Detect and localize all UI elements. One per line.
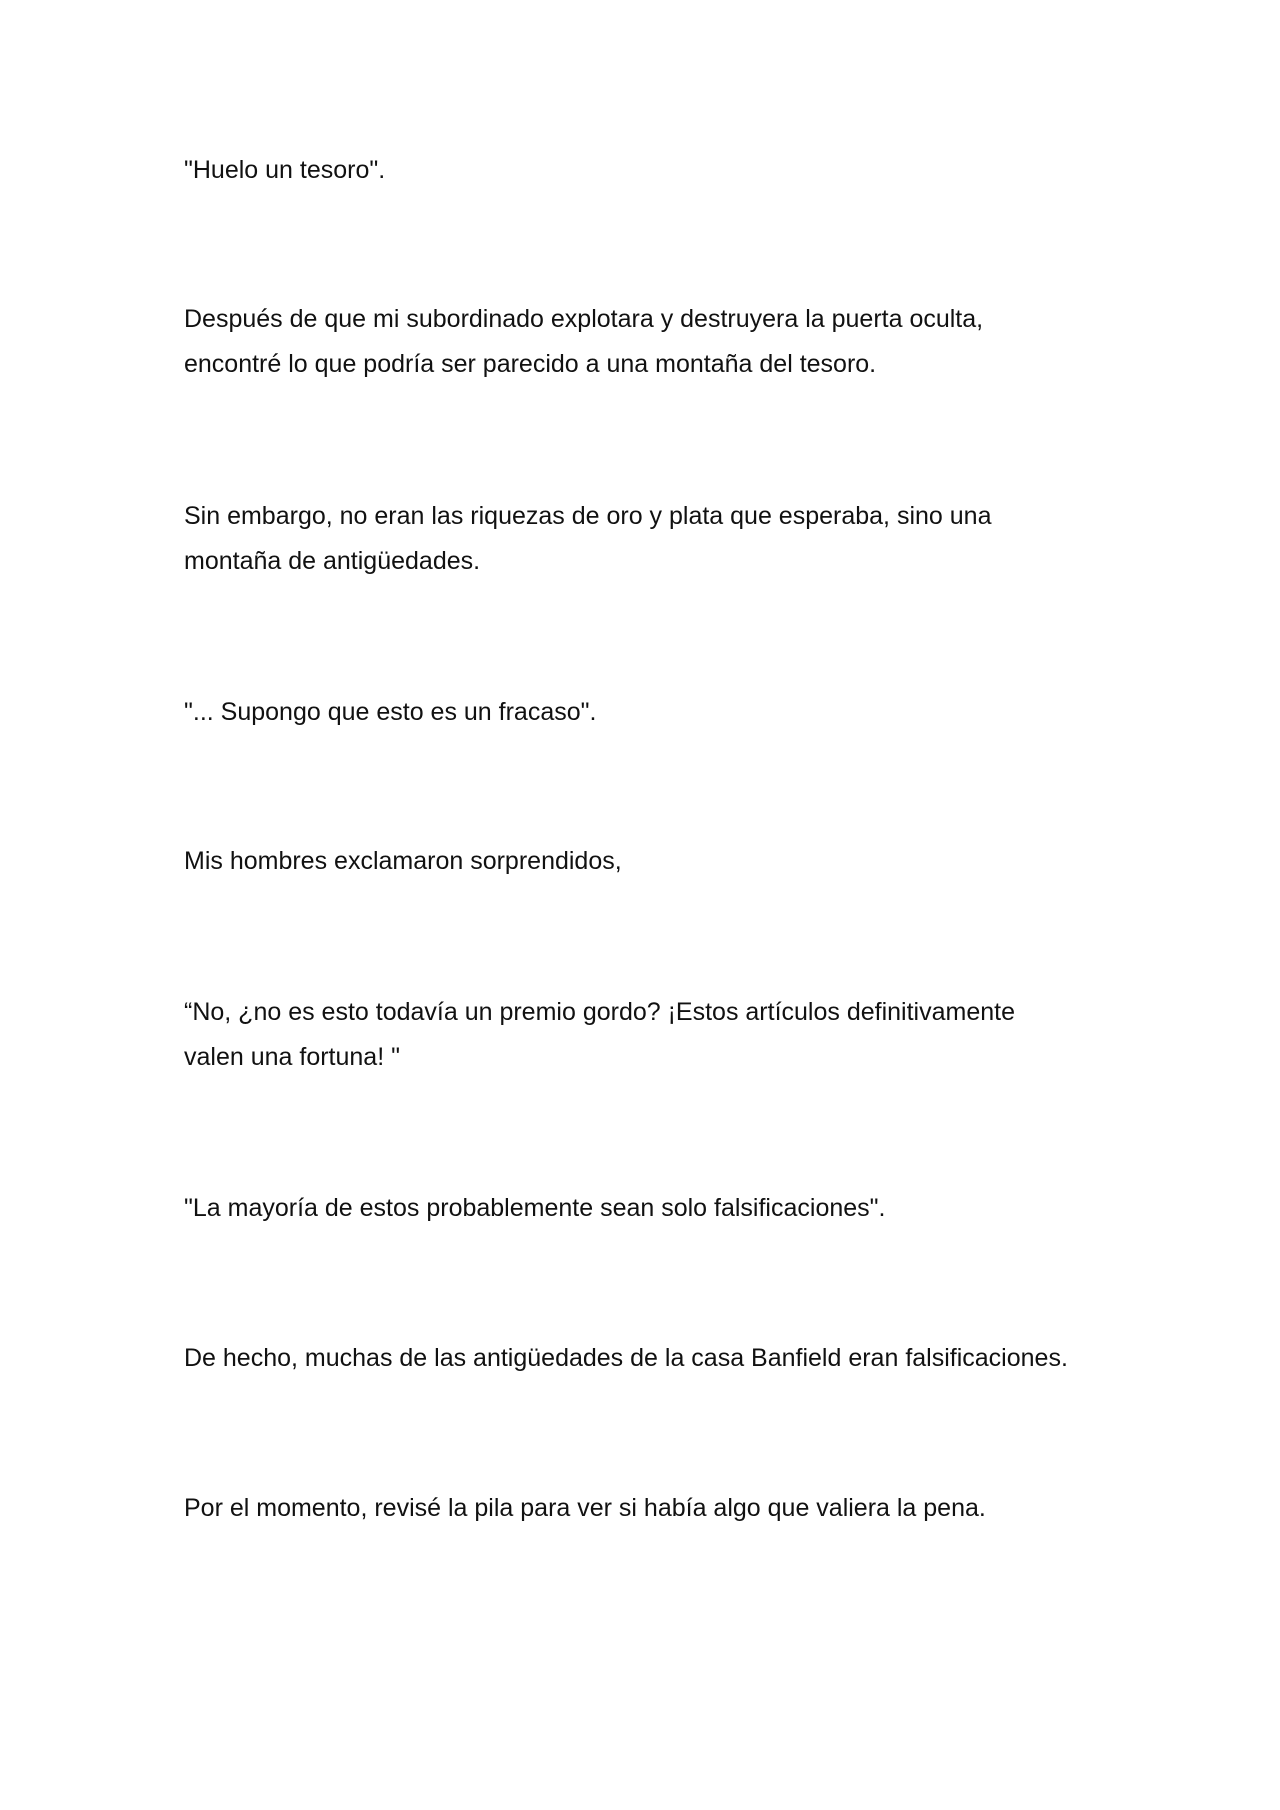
text-line: "... Supongo que esto es un fracaso". xyxy=(184,698,597,726)
text-line: De hecho, muchas de las antigüedades de la casa Banfield eran falsificaciones. xyxy=(184,1344,1068,1372)
paragraph xyxy=(184,690,1124,735)
text-line: Sin embargo, no eran las riquezas de oro y plata que esperaba, sino una xyxy=(184,502,992,530)
text-line: Después de que mi subordinado explotara y destruyera la puerta oculta, xyxy=(184,305,984,333)
text-line: “No, ¿no es esto todavía un premio gordo? ¡Estos artículos definitivamente xyxy=(184,998,1015,1026)
text-line: Mis hombres exclamaron sorprendidos, xyxy=(184,847,622,875)
paragraph xyxy=(184,1186,1124,1231)
paragraph xyxy=(184,494,1124,584)
paragraph xyxy=(184,839,1124,884)
paragraph xyxy=(184,1486,1124,1531)
paragraph xyxy=(184,148,1124,193)
paragraph xyxy=(184,990,1124,1080)
text-line: "La mayoría de estos probablemente sean solo falsificaciones". xyxy=(184,1194,886,1222)
text-line: montaña de antigüedades. xyxy=(184,547,481,575)
text-line: Por el momento, revisé la pila para ver si había algo que valiera la pena. xyxy=(184,1494,986,1522)
text-line: "Huelo un tesoro". xyxy=(184,156,386,184)
paragraph xyxy=(184,1336,1124,1381)
text-line: encontré lo que podría ser parecido a una montaña del tesoro. xyxy=(184,350,877,378)
text-line: valen una fortuna! " xyxy=(184,1043,400,1071)
paragraph xyxy=(184,297,1124,387)
